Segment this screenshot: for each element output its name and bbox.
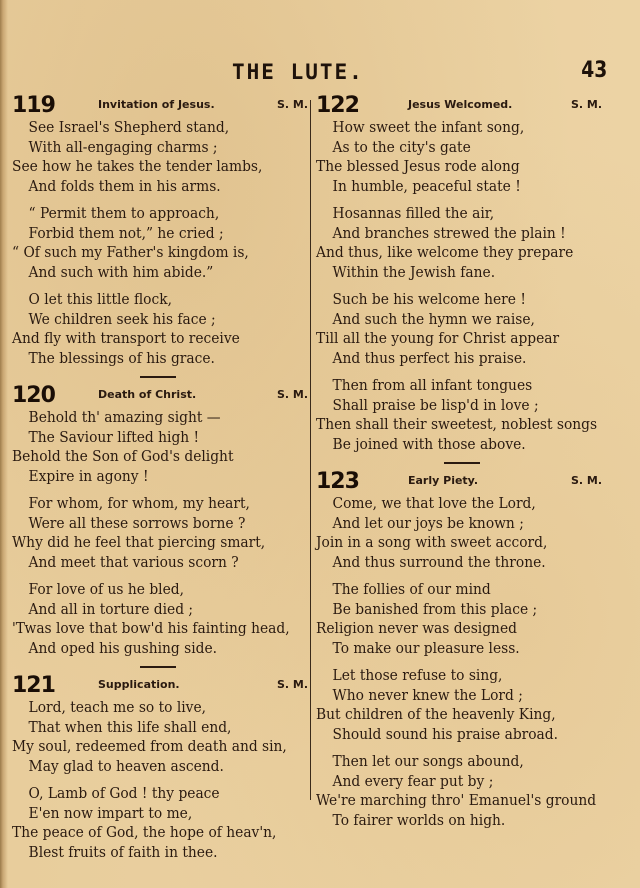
verse-line: “ Of such my Father's kingdom is, — [12, 243, 249, 261]
verse-line: We're marching thro' Emanuel's ground — [316, 791, 597, 809]
verse-line: And thus, like welcome they prepare — [316, 243, 574, 261]
verse-line: Join in a song with sweet accord, — [316, 533, 548, 551]
hymn-title: Invitation of Jesus. — [98, 98, 215, 111]
hymn-title: Jesus Welcomed. — [408, 98, 513, 111]
verse-line: How sweet the infant song, — [332, 118, 525, 136]
verse-line: O, Lamb of God ! thy peace — [28, 784, 220, 802]
right-column — [316, 94, 616, 838]
hymn-meter: S. M. — [276, 98, 308, 111]
page-header — [0, 58, 640, 88]
stanza — [316, 752, 616, 830]
verse-line: And let our joys be known ; — [332, 513, 524, 532]
verse-line: O let this little flock, — [28, 290, 172, 308]
stanza — [316, 204, 616, 282]
verse-line: And every fear put by ; — [332, 771, 494, 790]
verse-line: May glad to heaven ascend. — [28, 756, 224, 775]
verse-line: Come, we that love the Lord, — [332, 494, 536, 512]
verse-line: Religion never was designed — [316, 619, 517, 637]
verse-line: To make our pleasure less. — [332, 638, 520, 657]
verse-line: And meet that various scorn ? — [28, 552, 239, 571]
verse-line: We children seek his face ; — [28, 309, 216, 328]
verse-line: Lord, teach me so to live, — [28, 698, 207, 716]
hymn-123 — [316, 470, 616, 830]
verse-line: And folds them in his arms. — [28, 176, 221, 195]
verse-line: Shall praise be lisp'd in love ; — [332, 395, 539, 414]
stanza — [12, 290, 312, 368]
hymn-separator-rule — [140, 666, 176, 668]
verse-line: 'Twas love that bow'd his fainting head, — [12, 619, 290, 637]
verse-line: And all in torture died ; — [28, 599, 194, 618]
stanza — [12, 698, 312, 776]
verse-line: Let those refuse to sing, — [332, 666, 503, 684]
hymn-title: Death of Christ. — [98, 388, 197, 401]
stanza — [316, 494, 616, 572]
verse-line: The blessed Jesus rode along — [316, 157, 520, 175]
stanza — [12, 118, 312, 196]
verse-line: Be banished from this place ; — [332, 599, 538, 618]
verse-line: Expire in agony ! — [28, 466, 149, 485]
hymn-number: 123 — [316, 469, 359, 494]
verse-line: And thus surround the throne. — [332, 552, 546, 571]
stanza — [316, 118, 616, 196]
running-title: THE LUTE. — [232, 60, 364, 84]
verse-line: The peace of God, the hope of heav'n, — [12, 823, 277, 841]
hymn-number: 121 — [12, 673, 55, 698]
verse-line: Why did he feel that piercing smart, — [12, 533, 266, 551]
hymn-title: Supplication. — [98, 678, 180, 691]
verse-line: As to the city's gate — [332, 137, 471, 156]
hymn-heading — [12, 674, 312, 698]
stanza — [12, 580, 312, 658]
page-number: 43 — [581, 58, 608, 83]
verse-line: That when this life shall end, — [28, 717, 232, 736]
verse-line: My soul, redeemed from death and sin, — [12, 737, 287, 755]
verse-line: The blessings of his grace. — [28, 348, 215, 367]
stanza — [316, 376, 616, 454]
verse-line: And branches strewed the plain ! — [332, 223, 566, 242]
verse-line: Behold th' amazing sight — — [28, 408, 221, 426]
verse-line: And such the hymn we raise, — [332, 309, 535, 328]
stanza — [12, 204, 312, 282]
verse-line: Till all the young for Christ appear — [316, 329, 560, 347]
verse-line: Forbid them not,” he cried ; — [28, 223, 224, 242]
verse-line: And oped his gushing side. — [28, 638, 218, 657]
hymn-separator-rule — [444, 462, 480, 464]
verse-line: But children of the heavenly King, — [316, 705, 556, 723]
hymn-meter: S. M. — [570, 98, 602, 111]
verse-line: Then from all infant tongues — [332, 376, 533, 394]
verse-line: See Israel's Shepherd stand, — [28, 118, 230, 136]
hymn-heading — [316, 94, 616, 118]
stanza — [316, 666, 616, 744]
verse-line: Hosannas filled the air, — [332, 204, 495, 222]
verse-line: And such with him abide.” — [28, 262, 214, 281]
stanza — [12, 408, 312, 486]
left-column — [12, 94, 312, 870]
verse-line: Were all these sorrows borne ? — [28, 513, 246, 532]
hymn-number: 120 — [12, 383, 55, 408]
stanza — [316, 580, 616, 658]
verse-line: In humble, peaceful state ! — [332, 176, 521, 195]
hymn-121 — [12, 674, 312, 862]
hymn-title: Early Piety. — [408, 474, 479, 487]
verse-line: And fly with transport to receive — [12, 329, 240, 347]
verse-line: Behold the Son of God's delight — [12, 447, 234, 465]
verse-line: For love of us he bled, — [28, 580, 184, 598]
hymn-number: 122 — [316, 93, 359, 118]
verse-line: The follies of our mind — [332, 580, 491, 598]
hymn-number: 119 — [12, 93, 55, 118]
verse-line: Within the Jewish fane. — [332, 262, 496, 281]
verse-line: Be joined with those above. — [332, 434, 526, 453]
verse-line: “ Permit them to approach, — [28, 204, 220, 222]
verse-line: Then let our songs abound, — [332, 752, 524, 770]
hymn-separator-rule — [140, 376, 176, 378]
verse-line: The Saviour lifted high ! — [28, 427, 200, 446]
hymn-heading — [12, 94, 312, 118]
hymn-meter: S. M. — [570, 474, 602, 487]
verse-line: To fairer worlds on high. — [332, 810, 506, 829]
verse-line: Should sound his praise abroad. — [332, 724, 559, 743]
verse-line: E'en now impart to me, — [28, 803, 193, 822]
hymn-heading — [316, 470, 616, 494]
verse-line: Blest fruits of faith in thee. — [28, 842, 218, 861]
stanza — [12, 494, 312, 572]
stanza — [12, 784, 312, 862]
verse-line: For whom, for whom, my heart, — [28, 494, 250, 512]
verse-line: With all-engaging charms ; — [28, 137, 218, 156]
verse-line: Who never knew the Lord ; — [332, 685, 523, 704]
hymn-meter: S. M. — [276, 678, 308, 691]
hymn-120 — [12, 384, 312, 658]
verse-line: Then shall their sweetest, noblest songs — [316, 415, 598, 433]
hymn-meter: S. M. — [276, 388, 308, 401]
verse-line: Such be his welcome here ! — [332, 290, 526, 308]
stanza — [316, 290, 616, 368]
hymn-122 — [316, 94, 616, 454]
verse-line: See how he takes the tender lambs, — [12, 157, 263, 175]
hymn-119 — [12, 94, 312, 368]
verse-line: And thus perfect his praise. — [332, 348, 527, 367]
hymn-heading — [12, 384, 312, 408]
